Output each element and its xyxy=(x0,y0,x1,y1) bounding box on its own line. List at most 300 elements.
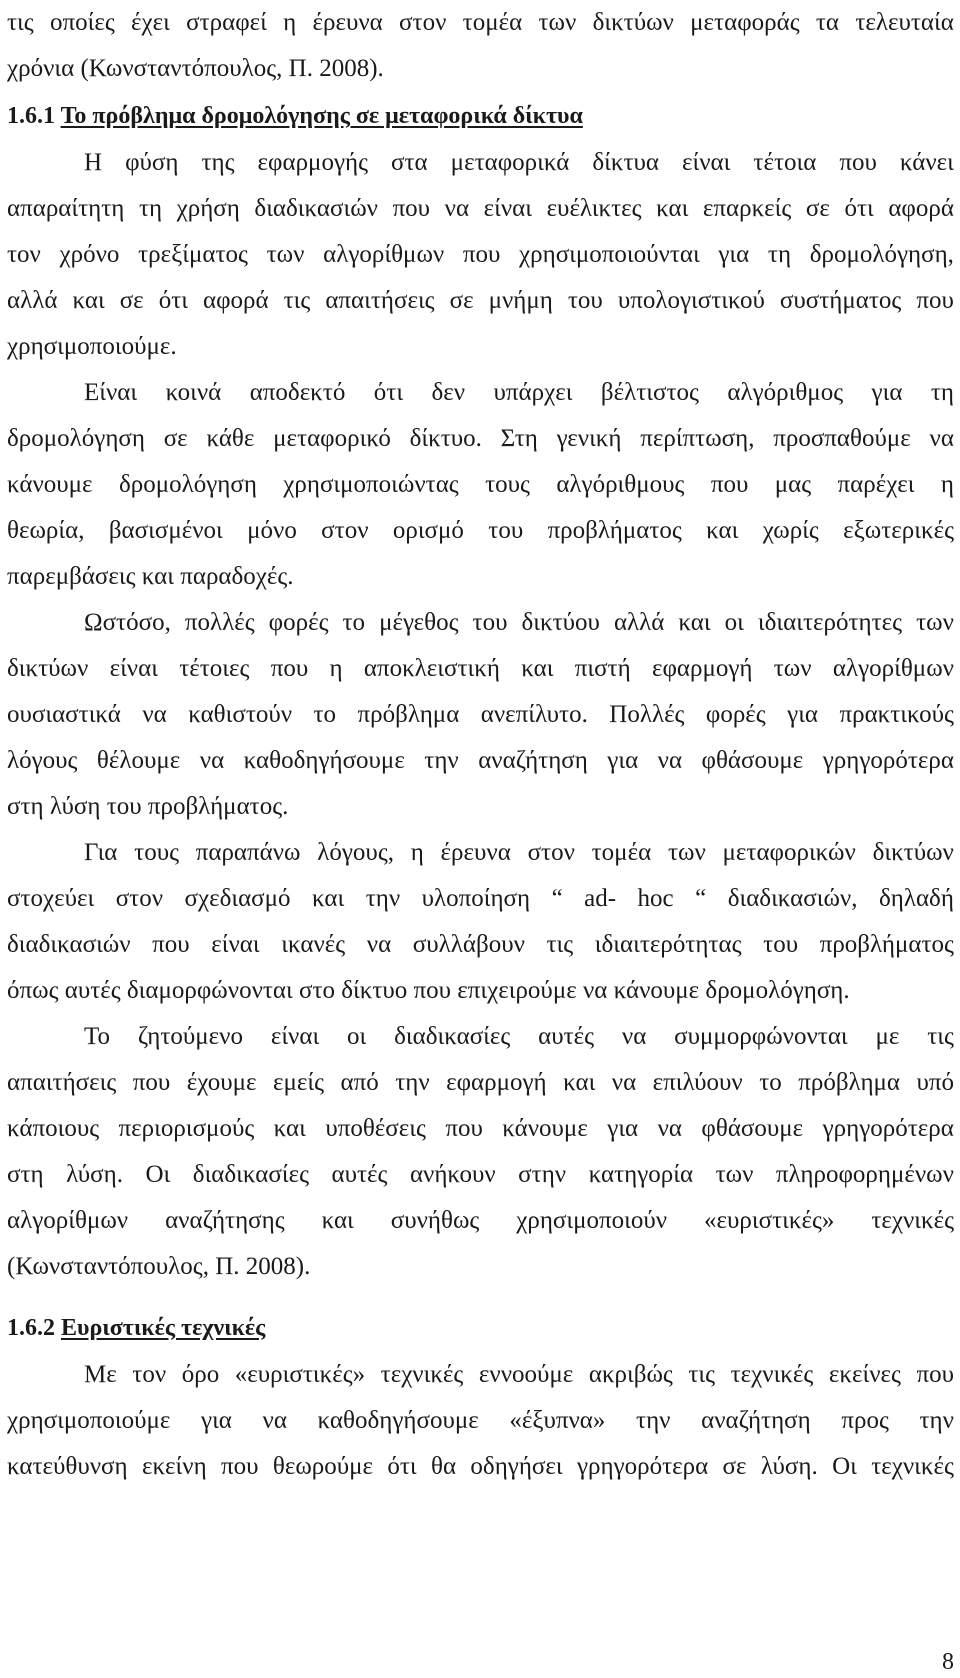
word: τις xyxy=(7,9,34,36)
word: δεν xyxy=(431,379,466,406)
word: διαδικασίες xyxy=(394,1023,511,1050)
text-line xyxy=(7,1152,954,1198)
word: συνήθως xyxy=(390,1207,480,1234)
word: η xyxy=(410,839,424,866)
word: και xyxy=(273,1115,306,1142)
word: εκείνη xyxy=(141,1453,207,1480)
word: εφαρμογής xyxy=(257,149,368,176)
word: τέτοιες xyxy=(179,655,250,682)
word: τις xyxy=(927,1023,954,1050)
word: τις xyxy=(546,931,574,958)
word: απαιτήσεις xyxy=(7,1069,117,1096)
word: ευέλικτες xyxy=(546,195,642,222)
word: χρησιμοποιούν xyxy=(516,1207,668,1234)
word: οι xyxy=(724,609,744,636)
text-line: (Κωνσταντόπουλος, Π. 2008). xyxy=(7,1253,311,1280)
word: αποδεκτό xyxy=(249,379,346,406)
text-line xyxy=(7,600,954,646)
word: Οι xyxy=(145,1161,171,1188)
word: εννοούμε xyxy=(478,1361,574,1388)
word: προβλήματος xyxy=(547,517,682,544)
word: δικτύων xyxy=(7,655,89,682)
paragraph xyxy=(7,830,954,1014)
word: δίκτυο. xyxy=(409,425,482,452)
word: και xyxy=(321,1207,354,1234)
word: στον xyxy=(115,885,164,912)
word: έρευνα xyxy=(312,9,383,36)
word: ορισμό xyxy=(392,517,464,544)
word: Πολλές xyxy=(609,701,685,728)
word: καθοδηγήσουμε xyxy=(243,747,405,774)
word: πρακτικούς xyxy=(839,701,954,728)
word: κάνουμε xyxy=(502,1115,588,1142)
document-page xyxy=(7,0,954,1490)
word: μόνο xyxy=(247,517,297,544)
word: όρο xyxy=(181,1361,220,1388)
page-number: 8 xyxy=(942,1649,954,1675)
word: των xyxy=(538,9,577,36)
word: είναι xyxy=(682,149,731,176)
word: τέτοια xyxy=(753,149,817,176)
word: δρομολόγηση xyxy=(7,425,145,452)
word: είναι xyxy=(270,1023,320,1050)
word: κάνει xyxy=(899,149,954,176)
word: αλγορίθμων xyxy=(832,655,954,682)
word: το xyxy=(313,701,337,728)
word: διαδικασιών xyxy=(254,195,378,222)
word: ανεπίλυτο. xyxy=(480,701,588,728)
word: θα xyxy=(431,1453,457,1480)
word: των xyxy=(916,609,954,636)
text-line xyxy=(7,1398,954,1444)
word: φορές xyxy=(705,701,766,728)
word: χρήση xyxy=(176,195,240,222)
word: προσπαθούμε xyxy=(773,425,911,452)
text-line xyxy=(7,692,954,738)
word: και xyxy=(706,517,739,544)
word: να xyxy=(657,747,683,774)
word: αλλά xyxy=(7,287,58,314)
word: του xyxy=(488,517,524,544)
word: Είναι xyxy=(84,379,138,406)
word: την xyxy=(365,885,401,912)
word: φθάσουμε xyxy=(701,1115,804,1142)
word: αλλά xyxy=(613,609,665,636)
word: την xyxy=(395,1069,430,1096)
word: τον xyxy=(7,241,41,268)
word: οδηγήσει xyxy=(470,1453,563,1480)
word: της xyxy=(201,149,235,176)
word: να xyxy=(444,195,470,222)
text-line xyxy=(7,738,954,784)
word: στη xyxy=(7,1161,44,1188)
word: την xyxy=(919,1407,954,1434)
word: αλγορίθμων xyxy=(323,241,445,268)
word: αφορά xyxy=(202,287,269,314)
word: και xyxy=(656,195,689,222)
word: πρόβλημα xyxy=(798,1069,901,1096)
word: συστήματος xyxy=(779,287,902,314)
word: ότι xyxy=(844,195,874,222)
word: υπό xyxy=(916,1069,954,1096)
text-line xyxy=(7,1352,954,1398)
word: περίπτωση, xyxy=(640,425,755,452)
word: χρησιμοποιούνται xyxy=(519,241,700,268)
word: πληροφορημένων xyxy=(775,1161,954,1188)
word: “ xyxy=(551,885,563,912)
word: λόγους xyxy=(7,747,78,774)
word: των xyxy=(667,839,706,866)
word: επαρκείς xyxy=(702,195,792,222)
text-line xyxy=(7,186,954,232)
word: υπάρχει xyxy=(493,379,573,406)
word: η xyxy=(329,655,343,682)
word: που xyxy=(221,1453,259,1480)
word: διαδικασιών xyxy=(7,931,131,958)
word: κατηγορία xyxy=(588,1161,694,1188)
word: περιορισμούς xyxy=(118,1115,255,1142)
word: γρηγορότερα xyxy=(822,747,954,774)
word: Το xyxy=(84,1023,111,1050)
text-line xyxy=(7,0,954,46)
word: κάποιους xyxy=(7,1115,100,1142)
word: έχουμε xyxy=(186,1069,257,1096)
word: δικτύων xyxy=(872,839,954,866)
word: να xyxy=(199,747,225,774)
word: στον xyxy=(399,9,447,36)
word: σε xyxy=(119,287,144,314)
word: να xyxy=(621,1023,647,1050)
word: αποκλειστική xyxy=(363,655,500,682)
word: και xyxy=(312,885,345,912)
word: πιστή xyxy=(574,655,631,682)
word: μεταφορικών xyxy=(722,839,856,866)
word: που xyxy=(445,1115,483,1142)
word: μας xyxy=(774,471,812,498)
word: τη xyxy=(930,379,954,406)
word: αναζήτηση xyxy=(478,747,588,774)
word: ζητούμενο xyxy=(137,1023,243,1050)
word: ιδιαιτερότητες xyxy=(757,609,903,636)
word: διαδικασίες xyxy=(192,1161,309,1188)
text-line xyxy=(7,1198,954,1244)
word: δρομολόγηση xyxy=(118,471,257,498)
word: για xyxy=(607,747,639,774)
word: Για xyxy=(84,839,118,866)
word: τομέα xyxy=(462,9,523,36)
paragraph xyxy=(7,140,954,370)
word: ιδιαιτερότητας xyxy=(594,931,742,958)
word: δικτύου xyxy=(521,609,600,636)
word: στον xyxy=(321,517,369,544)
word: κατεύθυνση xyxy=(7,1453,128,1480)
word: του xyxy=(567,287,603,314)
text-line: χρόνια (Κωνσταντόπουλος, Π. 2008). xyxy=(7,55,384,82)
word: μέγεθος xyxy=(379,609,459,636)
word: του xyxy=(763,931,799,958)
word: οποίες xyxy=(49,9,115,36)
word: αυτές xyxy=(331,1161,388,1188)
word: τρεξίματος xyxy=(138,241,248,268)
word: λόγους, xyxy=(317,839,394,866)
word: τις xyxy=(688,1361,716,1388)
word: διαδικασιών, xyxy=(727,885,858,912)
word: θεωρία, xyxy=(7,517,85,544)
text-line xyxy=(7,416,954,462)
word: και xyxy=(72,287,105,314)
word: χρησιμοποιούμε xyxy=(7,1407,171,1434)
word: χρησιμοποιώντας xyxy=(283,471,459,498)
word: να xyxy=(142,701,167,728)
text-line xyxy=(7,1106,954,1152)
word: που xyxy=(916,1361,954,1388)
word: γρηγορότερα xyxy=(576,1453,709,1480)
word: των xyxy=(715,1161,754,1188)
word: εφαρμογή xyxy=(446,1069,547,1096)
section-heading xyxy=(7,92,954,140)
word: αφορά xyxy=(888,195,954,222)
word: αλγορίθμων xyxy=(7,1207,129,1234)
word: ad- xyxy=(584,885,617,912)
word: να xyxy=(657,1115,682,1142)
text-line xyxy=(7,462,954,508)
word: ότι xyxy=(158,287,188,314)
word: ότι xyxy=(387,1453,417,1480)
word: αλγόριθμους xyxy=(556,471,685,498)
word: «έξυπνα» xyxy=(509,1407,606,1434)
word: Ωστόσο, xyxy=(84,609,171,636)
word: που xyxy=(132,1069,171,1096)
section-heading xyxy=(7,1304,954,1352)
word: μεταφορικά xyxy=(450,149,570,176)
word: ότι xyxy=(373,379,404,406)
word: σε xyxy=(805,195,830,222)
word: εκείνες xyxy=(828,1361,901,1388)
text-line xyxy=(7,1060,954,1106)
section-number: 1.6.2 xyxy=(7,1315,55,1341)
paragraph xyxy=(7,0,954,92)
word: και xyxy=(521,655,554,682)
word: για xyxy=(201,1407,232,1434)
word: φθάσουμε xyxy=(701,747,804,774)
word: να xyxy=(366,931,392,958)
paragraph xyxy=(7,600,954,830)
text-line xyxy=(7,1014,954,1060)
word: ικανές xyxy=(281,931,346,958)
word: κάθε xyxy=(206,425,255,452)
word: τεχνικές xyxy=(871,1453,954,1480)
word: την xyxy=(636,1407,671,1434)
word: φορές xyxy=(268,609,329,636)
word: που xyxy=(392,195,431,222)
word: εμείς xyxy=(273,1069,325,1096)
word: πρόβλημα xyxy=(357,701,460,728)
word: επιλύουν xyxy=(652,1069,743,1096)
word: λύση. xyxy=(760,1453,818,1480)
word: Οι xyxy=(832,1453,857,1480)
word: να xyxy=(929,425,954,452)
word: στην xyxy=(518,1161,567,1188)
word: μνήμη xyxy=(488,287,553,314)
word: τον xyxy=(132,1361,167,1388)
word: ανήκουν xyxy=(409,1161,496,1188)
word: έχει xyxy=(131,9,170,36)
word: για xyxy=(607,1115,639,1142)
word: εξωτερικές xyxy=(843,517,954,544)
paragraph xyxy=(7,370,954,600)
word: πολλές xyxy=(184,609,255,636)
word: που xyxy=(462,241,501,268)
word: λύση. xyxy=(66,1161,123,1188)
word: τομέα xyxy=(591,839,652,866)
text-line: όπως αυτές διαμορφώνονται στο δίκτυο που επιχειρούμε να κάνουμε δρομολόγηση. xyxy=(7,977,850,1004)
section-title: Το πρόβλημα δρομολόγησης σε μεταφορικά δίκτυα xyxy=(60,103,583,129)
word: στραφεί xyxy=(186,9,267,36)
word: αναζήτηση xyxy=(701,1407,811,1434)
word: είναι xyxy=(109,655,158,682)
word: να xyxy=(611,1069,637,1096)
word: απαιτήσεις xyxy=(325,287,435,314)
word: που xyxy=(916,287,954,314)
paragraph xyxy=(7,1352,954,1490)
word: τεχνικές xyxy=(871,1207,954,1234)
word: σε xyxy=(449,287,474,314)
word: που xyxy=(839,149,877,176)
word: από xyxy=(340,1069,379,1096)
word: και xyxy=(678,609,711,636)
word: «ευριστικές» xyxy=(704,1207,835,1234)
word: του xyxy=(472,609,508,636)
section-number: 1.6.1 xyxy=(7,103,55,129)
word: καθοδηγήσουμε xyxy=(317,1407,479,1434)
word: και xyxy=(563,1069,596,1096)
text-line xyxy=(7,646,954,692)
word: εφαρμογή xyxy=(651,655,753,682)
word: τεχνικές xyxy=(380,1361,464,1388)
word: χρόνο xyxy=(59,241,120,268)
word: αλγόριθμος xyxy=(727,379,844,406)
word: για xyxy=(871,379,903,406)
word: δρομολόγηση, xyxy=(809,241,954,268)
word: «ευριστικές» xyxy=(234,1361,366,1388)
text-line xyxy=(7,1444,954,1490)
word: τελευταία xyxy=(855,9,954,36)
word: τεχνικές xyxy=(730,1361,814,1388)
word: στον xyxy=(527,839,575,866)
word: Με xyxy=(84,1361,117,1388)
word: θεωρούμε xyxy=(272,1453,374,1480)
word: κοινά xyxy=(165,379,222,406)
word: είναι xyxy=(211,931,260,958)
word: η xyxy=(283,9,297,36)
word: σε xyxy=(722,1453,747,1480)
word: τη xyxy=(138,195,163,222)
word: φύση xyxy=(125,149,179,176)
paragraph xyxy=(7,1014,954,1290)
text-line xyxy=(7,922,954,968)
text-line xyxy=(7,508,954,554)
word: τους xyxy=(485,471,530,498)
word: που xyxy=(710,471,749,498)
word: μεταφορικό xyxy=(273,425,391,452)
word: υπολογιστικού xyxy=(617,287,765,314)
word: ουσιαστικά xyxy=(7,701,121,728)
text-line xyxy=(7,370,954,416)
word: δικτύων xyxy=(592,9,674,36)
word: την xyxy=(424,747,459,774)
word: που xyxy=(152,931,190,958)
word: τα xyxy=(815,9,840,36)
word: χωρίς xyxy=(762,517,819,544)
word: η xyxy=(940,471,954,498)
word: “ xyxy=(695,885,707,912)
word: σε xyxy=(163,425,188,452)
word: Η xyxy=(84,149,103,176)
text-line: στη λύση του προβλήματος. xyxy=(7,793,289,820)
word: είναι xyxy=(483,195,532,222)
word: δίκτυα xyxy=(592,149,659,176)
text-line xyxy=(7,876,954,922)
word: προς xyxy=(841,1407,889,1434)
section-title: Ευριστικές τεχνικές xyxy=(61,1315,266,1341)
word: συλλάβουν xyxy=(412,931,525,958)
word: το xyxy=(759,1069,782,1096)
word: οι xyxy=(347,1023,367,1050)
section-gap xyxy=(7,1290,954,1304)
word: για xyxy=(718,241,750,268)
word: στα xyxy=(391,149,428,176)
word: απαραίτητη xyxy=(7,195,125,222)
text-line xyxy=(7,278,954,324)
text-line xyxy=(7,830,954,876)
text-line: παρεμβάσεις και παραδοχές. xyxy=(7,563,294,590)
word: για xyxy=(787,701,819,728)
word: κάνουμε xyxy=(7,471,93,498)
word: αυτές xyxy=(538,1023,595,1050)
text-line: χρησιμοποιούμε. xyxy=(7,333,177,360)
word: να xyxy=(262,1407,287,1434)
word: μεταφοράς xyxy=(690,9,800,36)
word: τις xyxy=(283,287,311,314)
word: γρηγορότερα xyxy=(822,1115,954,1142)
word: των xyxy=(266,241,305,268)
word: δηλαδή xyxy=(878,885,954,912)
word: στοχεύει xyxy=(7,885,95,912)
word: καθιστούν xyxy=(188,701,293,728)
word: ακριβώς xyxy=(588,1361,673,1388)
word: με xyxy=(875,1023,900,1050)
word: έρευνα xyxy=(440,839,511,866)
word: που xyxy=(270,655,309,682)
word: γενική xyxy=(556,425,622,452)
word: προβλήματος xyxy=(819,931,954,958)
word: υποθέσεις xyxy=(325,1115,426,1142)
word: hoc xyxy=(637,885,674,912)
word: θέλουμε xyxy=(96,747,181,774)
word: τη xyxy=(767,241,792,268)
word: βέλτιστος xyxy=(600,379,699,406)
word: βασισμένοι xyxy=(108,517,223,544)
word: το xyxy=(342,609,366,636)
text-line xyxy=(7,232,954,278)
word: αναζήτησης xyxy=(165,1207,285,1234)
word: των xyxy=(773,655,812,682)
word: συμμορφώνονται xyxy=(674,1023,848,1050)
text-line xyxy=(7,140,954,186)
word: τους xyxy=(134,839,179,866)
word: Στη xyxy=(500,425,538,452)
word: παραπάνω xyxy=(195,839,301,866)
